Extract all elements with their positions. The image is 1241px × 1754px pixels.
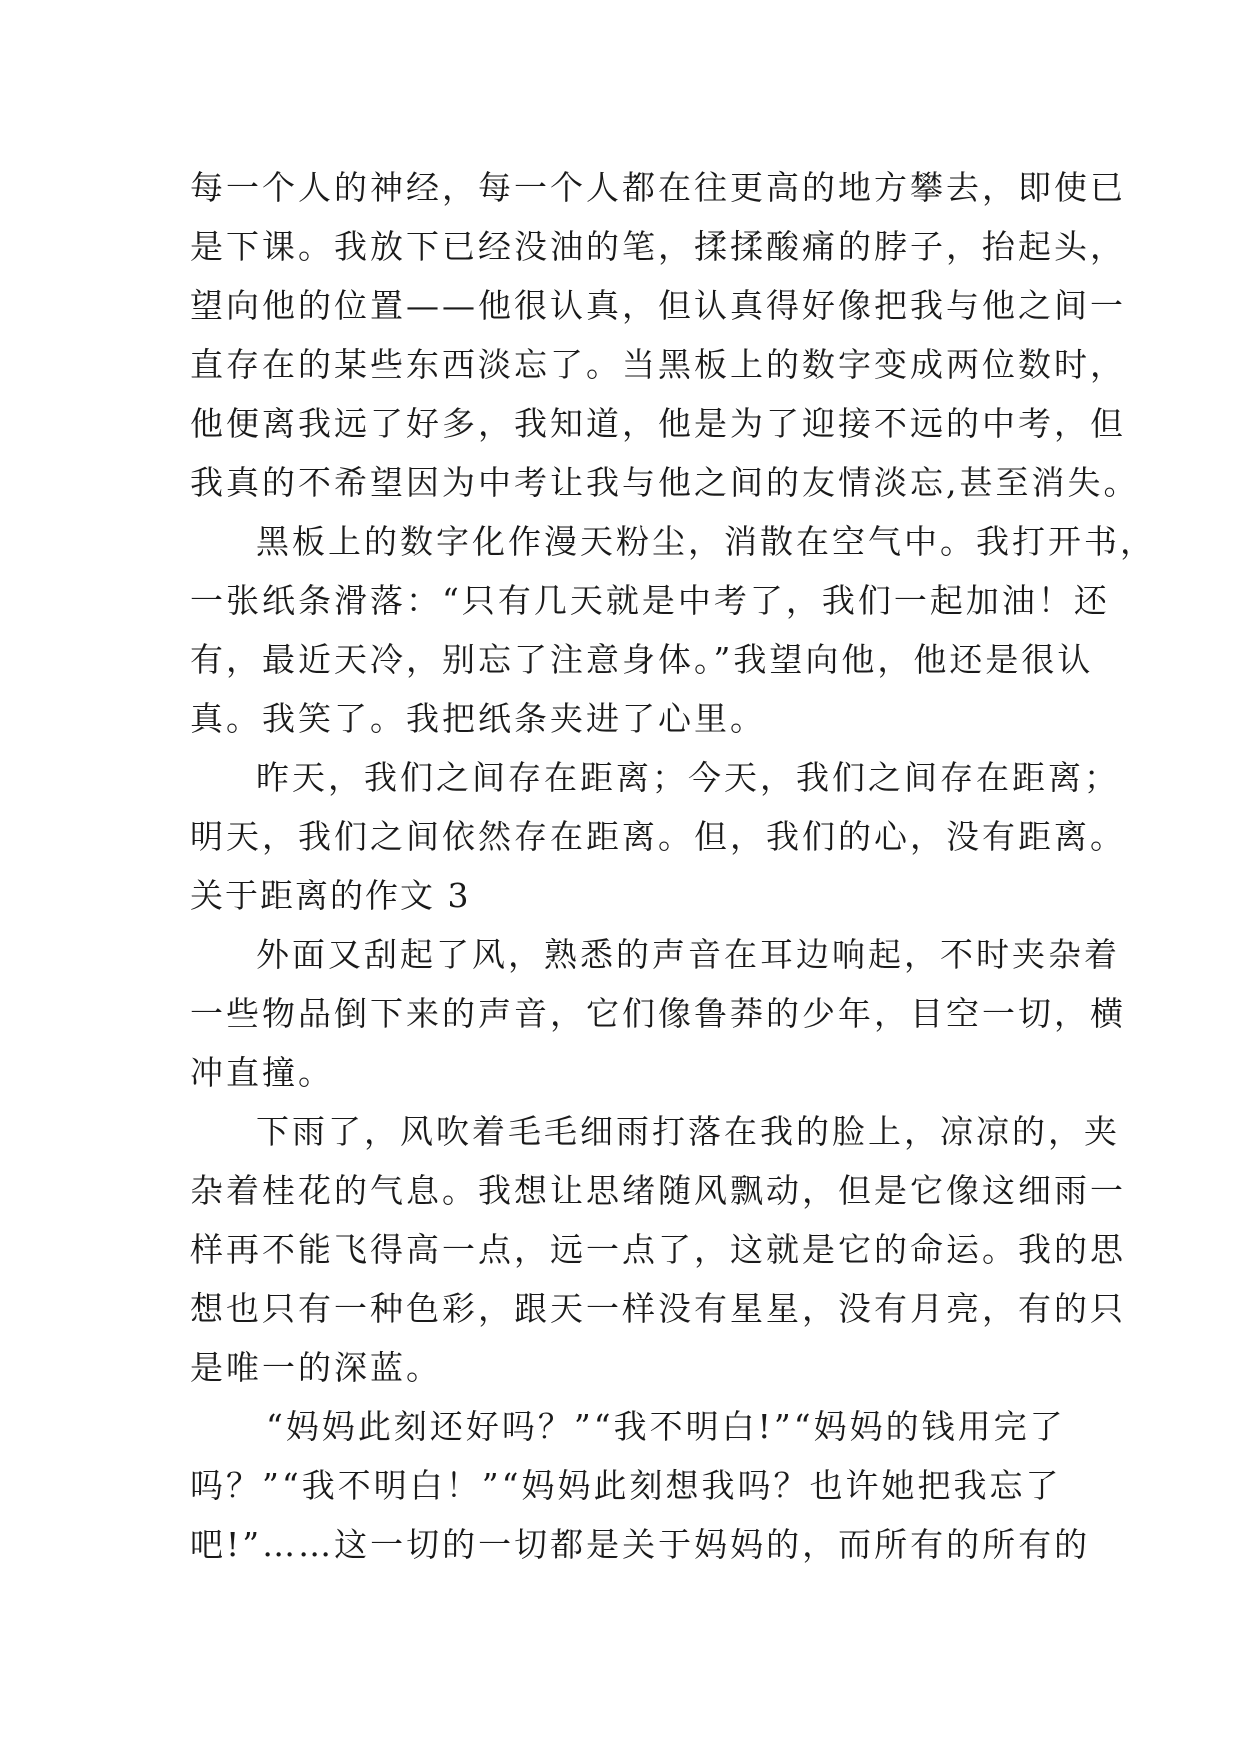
text-line: 冲直撞。 <box>190 1053 334 1092</box>
text-line: 杂着桂花的气息。我想让思绪随风飘动，但是它像这细雨一 <box>190 1171 1126 1210</box>
text-line: 吧!”……这一切的一切都是关于妈妈的，而所有的所有的 <box>190 1525 1091 1564</box>
text-line: 是下课。我放下已经没油的笔，揉揉酸痛的脖子，抬起头， <box>190 227 1126 266</box>
text-line: 样再不能飞得高一点，远一点了，这就是它的命运。我的思 <box>190 1230 1126 1269</box>
text-line: 想也只有一种色彩，跟天一样没有星星，没有月亮，有的只 <box>190 1289 1126 1328</box>
text-line: 真。我笑了。我把纸条夹进了心里。 <box>190 699 766 738</box>
text-line: 一张纸条滑落：“只有几天就是中考了，我们一起加油！还 <box>190 581 1110 620</box>
text-line: 直存在的某些东西淡忘了。当黑板上的数字变成两位数时， <box>190 345 1126 384</box>
text-line: 我真的不希望因为中考让我与他之间的友情淡忘,甚至消失。 <box>190 463 1140 502</box>
text-line: 他便离我远了好多，我知道，他是为了迎接不远的中考，但 <box>190 404 1126 443</box>
text-line: 明天，我们之间依然存在距离。但，我们的心，没有距离。 <box>190 817 1126 856</box>
text-line: 望向他的位置——他很认真，但认真得好像把我与他之间一 <box>190 286 1126 325</box>
paragraph-start-line: “妈妈此刻还好吗？”“我不明白!”“妈妈的钱用完了 <box>266 1407 1066 1446</box>
text-line: 是唯一的深蓝。 <box>190 1348 442 1387</box>
text-line: 吗？”“我不明白！”“妈妈此刻想我吗？也许她把我忘了 <box>190 1466 1062 1505</box>
text-line: 一些物品倒下来的声音，它们像鲁莽的少年，目空一切，横 <box>190 994 1126 1033</box>
text-line: 有，最近天冷，别忘了注意身体。”我望向他，他还是很认 <box>190 640 1094 679</box>
paragraph-start-line: 下雨了，风吹着毛毛细雨打落在我的脸上，凉凉的，夹 <box>256 1112 1120 1151</box>
paragraph-start-line: 黑板上的数字化作漫天粉尘，消散在空气中。我打开书， <box>256 522 1156 561</box>
section-heading: 关于距离的作文 3 <box>190 876 471 915</box>
paragraph-start-line: 昨天，我们之间存在距离；今天，我们之间存在距离； <box>256 758 1120 797</box>
text-line: 每一个人的神经，每一个人都在往更高的地方攀去，即使已 <box>190 168 1126 207</box>
essay-body <box>190 158 1156 1574</box>
paragraph-start-line: 外面又刮起了风，熟悉的声音在耳边响起，不时夹杂着 <box>256 935 1120 974</box>
